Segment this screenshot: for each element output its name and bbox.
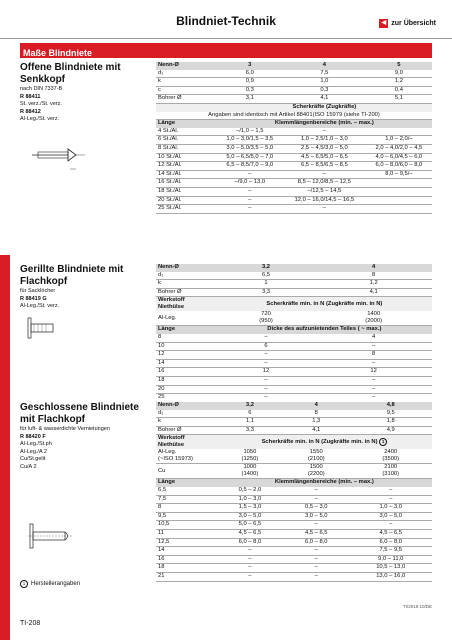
s2-usage: für Sacklöcher [20, 288, 56, 294]
s2-material: Al-Leg./St. verz. [20, 303, 60, 309]
footnote [20, 580, 80, 588]
s3-material-4: Cu/A 2 [20, 463, 37, 470]
s1-article-2: R 88412 [20, 108, 41, 115]
s1-material-1: St. verz./St. verz. [20, 101, 62, 107]
s1-description [20, 62, 148, 124]
section-title: Maße Blindniete [23, 48, 93, 58]
document-code: TI/2019.10/DE [402, 604, 432, 609]
s2-title: Gerillte Blindniete mit Flachkopf [20, 264, 124, 287]
s3-title: Geschlossene Blindniete mit Flachkopf [20, 402, 139, 425]
s3-article: R 88420 F [20, 433, 46, 440]
s2-rivet-drawing [24, 310, 64, 350]
overview-link[interactable] [379, 19, 436, 28]
page-header [0, 0, 452, 39]
footnote-marker: 1 [379, 438, 387, 446]
page-number: TI-208 [20, 620, 41, 627]
s1-rivet-drawing [30, 143, 90, 183]
s3-rivet-drawing [26, 518, 86, 558]
s2-description [20, 264, 148, 311]
s1-norm: nach DIN 7337-B [20, 86, 63, 92]
s2-article: R 88419 G [20, 295, 47, 302]
side-accent-bar [0, 255, 10, 640]
s3-description [20, 402, 148, 471]
s3-material-2: Al-Leg./A 2 [20, 448, 47, 455]
s2-dimension-table: Nenn-Ø 3,2 4 d₁ 6,5 8 k 1 1,2 Bohrer Ø 3,3 4,1 Werkstoff Niethülse Scherkräfte min. in N (Zugkräfte min. in N) Al-Leg. 720 (950) 1400 (2000) Länge Dicke des aufzunietenden Teiles ( ~ max.) 8 – 4 10 6 – 12 – 8 14 – – 16 12 12 18 – – 20 – – 25 – – [156, 264, 432, 403]
back-arrow-icon: ◀ [379, 19, 388, 28]
page-title: Blindniet-Technik [176, 14, 276, 28]
s3-material-1: Al-Leg./St.ph [20, 441, 52, 447]
s1-title: Offene Blindniete mit Senkkopf [20, 62, 121, 85]
s1-article-1: R 88411 [20, 93, 41, 100]
s1-dimension-table: Nenn-Ø 3 4 5 d₁ 6,0 7,5 9,0 k 0,9 1,0 1,2 c 0,3 0,3 0,4 Bohrer Ø 3,1 4,1 5,1 Scherkräfte (Zugkräfte) Angaben sind identisch mit Artikel 88401(ISO 15979 (siehe TI-200) Länge Klemmlängenbereiche (min. – max.) 4 St./Al. –/1,0 – 1,5 – 6 St./Al. 1,0 – 3,0/1,5 – 3,5 1,0 – 2,5/1,0 – 3,0 1,0 – 2,0/– 8 St./Al. 3,0 – 5,0/3,5 – 5,0 2,5 – 4,5/3,0 – 5,0 2,0 – 4,0/2,0 – 4,5 10 St./Al. 5,0 – 6,5/5,0 – 7,0 4,5 – 6,5/5,0 – 6,5 4,0 – 6,0/4,5 – 6,0 12 St./Al. 6,5 – 8,5/7,0 – 9,0 6,5 – 8,5/6,5 – 8,5 6,0 – 8,0/6,0 – 8,0 14 St./Al. – – 8,0 – 9,5/– 16 St./Al. –/9,0 – 13,0 8,5 – 12,0/8,5 – 12,5 18 St./Al. – –/12,5 – 14,5 20 St./Al. – 12,0 – 16,0/14,5 – 16,5 25 St./Al. – – [156, 62, 432, 214]
s1-material-2: Al-Leg./St. verz. [20, 116, 60, 122]
footnote-marker: 1 [20, 580, 28, 588]
s3-dimension-table: Nenn-Ø 3,2 4 4,8 d₁ 6 8 9,5 k 1,1 1,3 1,8 Bohrer Ø 3,3 4,1 4,9 Werkstoff Niethülse Scherkräfte min. in N (Zugkräfte min. in N) 1 Al-Leg. (~ISO 15973) 1050 (1250) 1550 (2100) 2400 (3500) Cu 1000 (1400) 1500 (2200) 2100 (3100) Länge Klemmlängenbereiche (min. – max.) 6,5 0,5 – 2,0 – – 7,5 1,0 – 3,0 – – 8 1,5 – 3,0 0,5 – 3,0 1,0 – 3,0 9,5 3,0 – 5,0 3,0 – 5,0 3,0 – 5,0 10,5 5,0 – 6,5 – – 11 4,5 – 6,5 4,5 – 6,5 4,5 – 6,5 12,5 6,0 – 8,0 6,0 – 8,0 6,0 – 8,0 14 – – 7,5 – 9,5 16 – – 9,0 – 11,0 18 – – 10,5 – 13,0 21 – – 13,0 – 16,0 [156, 402, 432, 582]
footnote-text: Herstellerangaben [31, 581, 81, 587]
s3-usage: für luft- & wasserdichte Vernietungen [20, 426, 110, 432]
s3-material-3: Cu/St.gelit [20, 456, 46, 462]
overview-label: zur Übersicht [391, 20, 436, 27]
section-bar [20, 43, 432, 58]
